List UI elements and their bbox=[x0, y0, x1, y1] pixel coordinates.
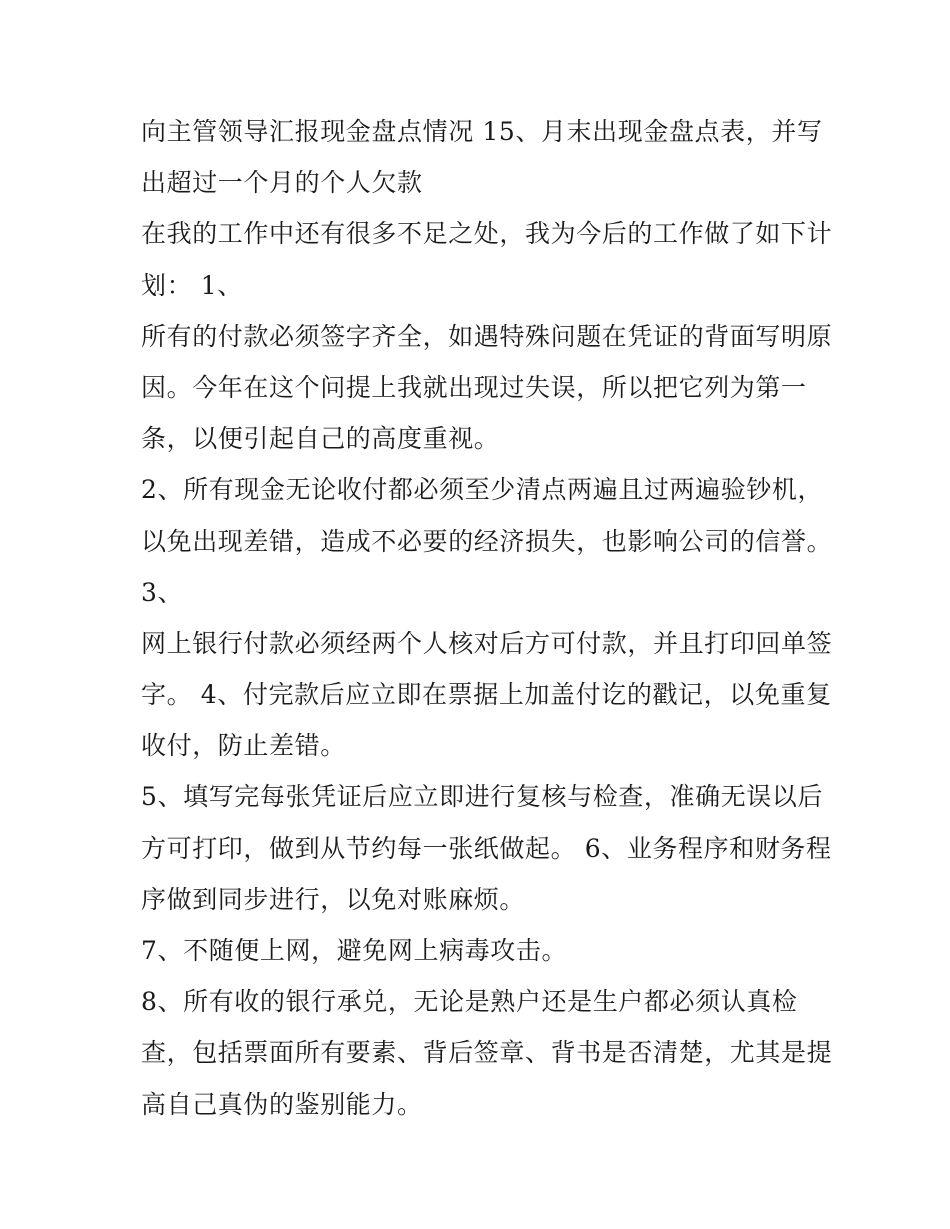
text-line: 向主管领导汇报现金盘点情况 15、月末出现金盘点表，并写 bbox=[141, 117, 823, 146]
text-line: 7、不随便上网，避免网上病毒攻击。 bbox=[141, 936, 568, 965]
text-line: 条，以便引起自己的高度重视。 bbox=[141, 424, 500, 454]
text-line: 所有的付款必须签字齐全，如遇特殊问题在凭证的背面写明原 bbox=[141, 321, 833, 351]
text-line: 在我的工作中还有很多不足之处，我为今后的工作做了如下计 bbox=[141, 219, 833, 249]
text-line: 网上银行付款必须经两个人核对后方可付款，并且打印回单签 bbox=[141, 628, 833, 658]
text-line: 高自己真伪的鉴别能力。 bbox=[141, 1089, 423, 1119]
text-line: 以免出现差错，造成不必要的经济损失，也影响公司的信誉。 bbox=[141, 526, 833, 556]
text-line: 3、 bbox=[141, 577, 184, 607]
document-body bbox=[141, 106, 833, 1130]
text-line: 收付，防止差错。 bbox=[141, 731, 346, 761]
text-line: 出超过一个月的个人欠款 bbox=[141, 168, 423, 198]
text-line: 划： 1、 bbox=[141, 270, 243, 300]
text-line: 字。 4、付完款后应立即在票据上加盖付讫的戳记，以免重复 bbox=[141, 680, 832, 710]
text-line: 方可打印，做到从节约每一张纸做起。 6、业务程序和财务程 bbox=[141, 833, 832, 863]
text-line: 2、所有现金无论收付都必须至少清点两遍且过两遍验钞机， bbox=[141, 475, 824, 505]
text-line: 序做到同步进行，以免对账麻烦。 bbox=[141, 884, 526, 914]
text-line: 5、填写完每张凭证后应立即进行复核与检查，准确无误以后 bbox=[141, 782, 824, 812]
text-line: 8、所有收的银行承兑，无论是熟户还是生户都必须认真检 bbox=[141, 987, 798, 1017]
text-line: 查，包括票面所有要素、背后签章、背书是否清楚，尤其是提 bbox=[141, 1038, 833, 1068]
text-line: 因。今年在这个问提上我就出现过失误，所以把它列为第一 bbox=[141, 372, 807, 402]
